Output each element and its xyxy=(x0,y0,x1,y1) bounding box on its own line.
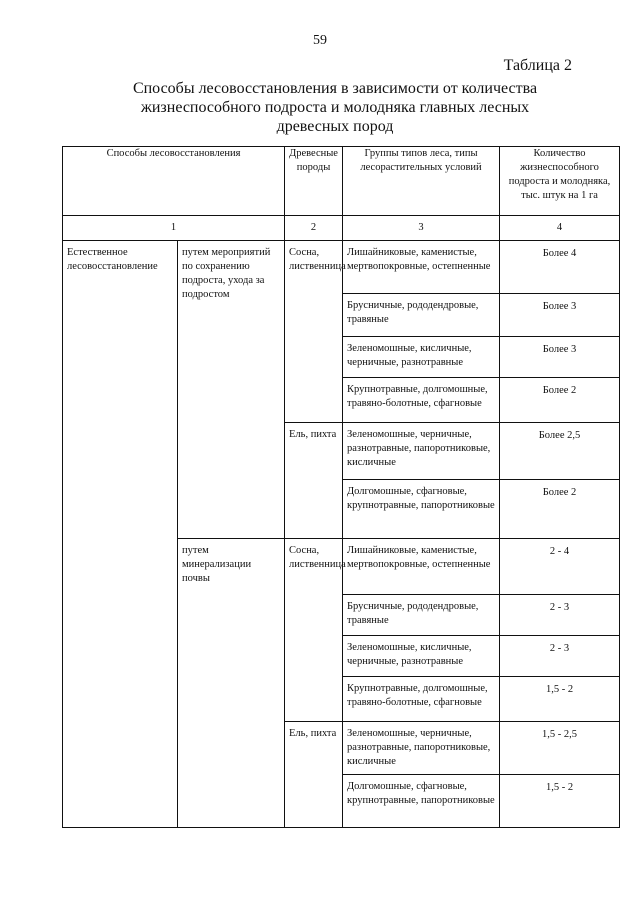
column-number: 2 xyxy=(285,216,343,241)
method-cell: Естественное лесовосстановление xyxy=(63,241,178,828)
quantity-cell: Более 3 xyxy=(500,294,620,337)
submethod-cell: путем минерализации почвы xyxy=(178,539,285,828)
page-number: 59 xyxy=(313,33,327,48)
forest-group-cell: Зеленомошные, кисличные, черничные, разнотравные xyxy=(343,337,500,378)
quantity-cell: Более 4 xyxy=(500,241,620,294)
table-label: Таблица 2 xyxy=(503,57,572,74)
forest-group-cell: Брусничные, рододендровые, травяные xyxy=(343,294,500,337)
header-species: Древесные породы xyxy=(285,147,343,216)
forest-group-cell: Долгомошные, сфагновые, крупнотравные, папоротниковые xyxy=(343,775,500,828)
forest-group-cell: Лишайниковые, каменистые, мертвопокровные, остепненные xyxy=(343,539,500,595)
forest-group-cell: Зеленомошные, черничные, разнотравные, папоротниковые, кисличные xyxy=(343,722,500,775)
column-number-row xyxy=(63,216,620,241)
quantity-cell: 2 - 3 xyxy=(500,636,620,677)
column-number: 1 xyxy=(63,216,285,241)
quantity-cell: Более 2 xyxy=(500,378,620,423)
quantity-cell: 1,5 - 2 xyxy=(500,677,620,722)
table-title xyxy=(80,79,590,136)
quantity-cell: 1,5 - 2,5 xyxy=(500,722,620,775)
quantity-cell: 1,5 - 2 xyxy=(500,775,620,828)
species-cell: Ель, пихта xyxy=(285,423,343,539)
header-methods: Способы лесовосстановления xyxy=(63,147,285,216)
header-row xyxy=(63,147,620,216)
forest-group-cell: Долгомошные, сфагновые, крупнотравные, папоротниковые xyxy=(343,480,500,539)
submethod-cell: путем мероприятий по сохранению подроста, ухода за подростом xyxy=(178,241,285,539)
title-line: Способы лесовосстановления в зависимости от количества xyxy=(132,80,538,97)
table-row xyxy=(63,241,620,294)
forest-group-cell: Зеленомошные, кисличные, черничные, разнотравные xyxy=(343,636,500,677)
forest-group-cell: Зеленомошные, черничные, разнотравные, папоротниковые, кисличные xyxy=(343,423,500,480)
column-number: 4 xyxy=(500,216,620,241)
header-quantity: Количество жизнеспособного подроста и молодняка, тыс. штук на 1 га xyxy=(500,147,620,216)
species-cell: Сосна, лиственница xyxy=(285,539,343,722)
title-line: древесных пород xyxy=(276,118,394,135)
title-line: жизнеспособного подроста и молодняка главных лесных xyxy=(140,99,530,116)
quantity-cell: Более 2 xyxy=(500,480,620,539)
quantity-cell: Более 2,5 xyxy=(500,423,620,480)
column-number: 3 xyxy=(343,216,500,241)
quantity-cell: 2 - 4 xyxy=(500,539,620,595)
species-cell: Ель, пихта xyxy=(285,722,343,828)
forest-group-cell: Крупнотравные, долгомошные, травяно-болотные, сфагновые xyxy=(343,378,500,423)
species-cell: Сосна, лиственница xyxy=(285,241,343,423)
quantity-cell: Более 3 xyxy=(500,337,620,378)
forest-group-cell: Брусничные, рододендровые, травяные xyxy=(343,595,500,636)
reforestation-table xyxy=(62,146,620,828)
header-forest-groups: Группы типов леса, типы лесорастительных условий xyxy=(343,147,500,216)
forest-group-cell: Крупнотравные, долгомошные, травяно-болотные, сфагновые xyxy=(343,677,500,722)
quantity-cell: 2 - 3 xyxy=(500,595,620,636)
forest-group-cell: Лишайниковые, каменистые, мертвопокровные, остепненные xyxy=(343,241,500,294)
